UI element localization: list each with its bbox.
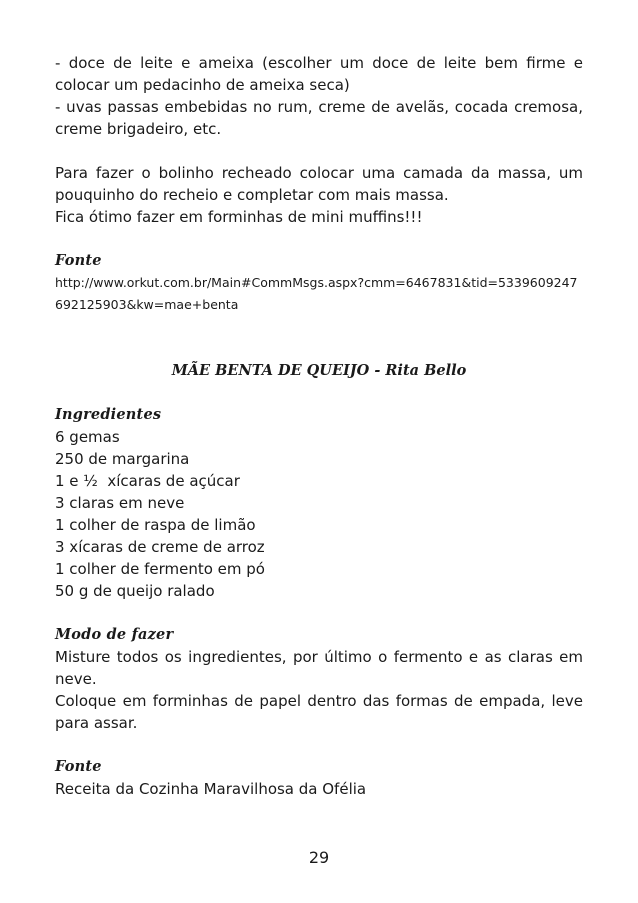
ingredients-list bbox=[55, 426, 583, 602]
ingredient-item: 1 colher de raspa de limão bbox=[55, 516, 256, 534]
ingredients-heading: Ingredientes bbox=[55, 406, 162, 423]
instruction-tip: Fica ótimo fazer em forminhas de mini muffins!!! bbox=[55, 208, 423, 226]
filling-option-1: - doce de leite e ameixa (escolher um doce de leite bem firme e colocar um pedacinho de ameixa seca) bbox=[55, 54, 583, 94]
recipe-source-text: Receita da Cozinha Maravilhosa da Ofélia bbox=[55, 780, 367, 798]
page-number: 29 bbox=[308, 848, 330, 867]
ingredient-item: 3 xícaras de creme de arroz bbox=[55, 538, 265, 556]
ingredient-item: 1 colher de fermento em pó bbox=[55, 560, 265, 578]
ingredient-item: 250 de margarina bbox=[55, 450, 190, 468]
method-heading: Modo de fazer bbox=[55, 626, 174, 643]
source-heading: Fonte bbox=[55, 252, 102, 269]
ingredient-item: 50 g de queijo ralado bbox=[55, 582, 215, 600]
instruction-paragraph: Para fazer o bolinho recheado colocar uma camada da massa, um pouquinho do recheio e completar com mais massa. bbox=[55, 164, 583, 204]
filling-option-2: - uvas passas embebidas no rum, creme de avelãs, cocada cremosa, creme brigadeiro, etc. bbox=[55, 98, 583, 138]
source-url: http://www.orkut.com.br/Main#CommMsgs.aspx?cmm=6467831&tid=5339609247692125903&kw=mae+benta bbox=[55, 275, 578, 312]
page-content bbox=[55, 52, 583, 800]
recipe-title: MÃE BENTA DE QUEIJO - Rita Bello bbox=[171, 362, 467, 379]
ingredient-item: 3 claras em neve bbox=[55, 494, 185, 512]
method-step-2: Coloque em forminhas de papel dentro das formas de empada, leve para assar. bbox=[55, 692, 583, 732]
ingredient-item: 6 gemas bbox=[55, 428, 120, 446]
method-step-1: Misture todos os ingredientes, por último o fermento e as claras em neve. bbox=[55, 648, 583, 688]
recipe-source-heading: Fonte bbox=[55, 758, 102, 775]
ingredient-item: 1 e ½ xícaras de açúcar bbox=[55, 472, 240, 490]
